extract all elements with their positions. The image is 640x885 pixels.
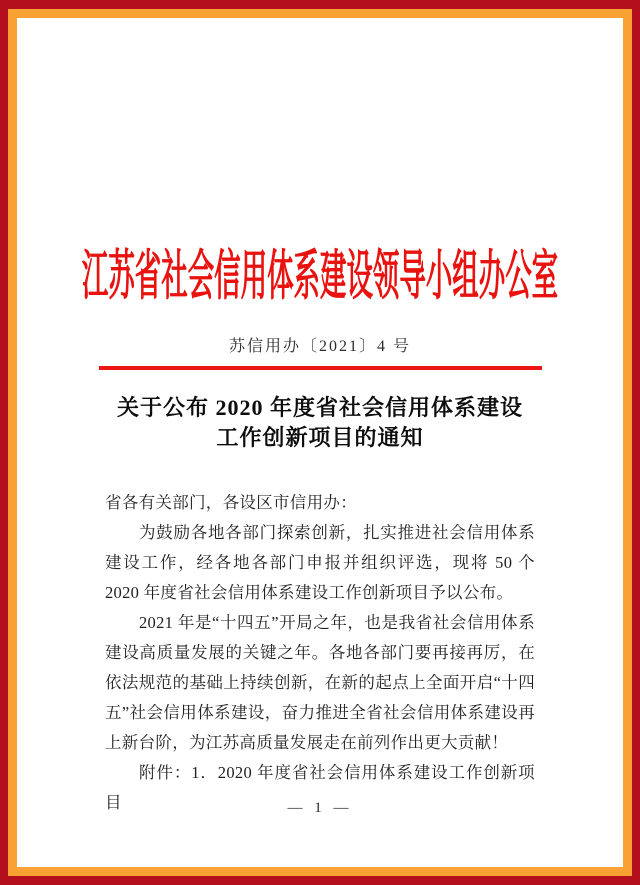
attachment-line: 附件：1．2020 年度省社会信用体系建设工作创新项目: [105, 763, 535, 812]
paragraph-announcement: 为鼓励各地各部门探索创新，扎实推进社会信用体系建设工作，经各地各部门申报并组织评选，现将 50 个 2020 年度省社会信用体系建设工作创新项目予以公布。: [105, 523, 535, 602]
org-header: [17, 248, 623, 304]
paragraph-outlook: 2021 年是“十四五”开局之年，也是我省社会信用体系建设高质量发展的关键之年。各地各部门要再接再厉，在依法规范的基础上持续创新，在新的起点上全面开启“十四五”社会信用体系建设，奋力推进全省社会信用体系建设再上新台阶，为江苏高质量发展走在前列作出更大贡献！: [105, 613, 535, 752]
red-divider-rule: [99, 366, 542, 370]
document-inner-frame: [8, 9, 632, 876]
document-body: [105, 488, 535, 818]
page-number: — 1 —: [287, 800, 353, 816]
document-title-line2: 工作创新项目的通知: [216, 425, 424, 450]
document-page: [17, 18, 623, 867]
doc-number: 苏信用办〔2021〕4 号: [228, 338, 411, 355]
document-title: [17, 393, 623, 453]
document-title-line1: 关于公布 2020 年度省社会信用体系建设: [116, 395, 523, 420]
salutation-line: 省各有关部门，各设区市信用办：: [105, 493, 357, 512]
org-header-text: 江苏省社会信用体系建设领导小组办公室: [81, 246, 559, 306]
